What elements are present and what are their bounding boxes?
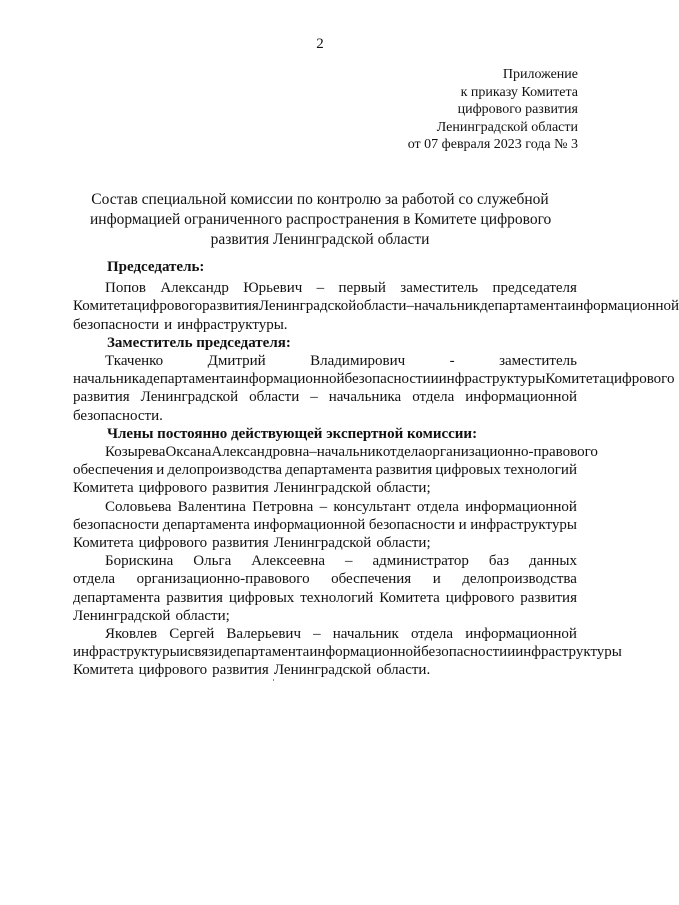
paragraph-line: Комитета цифрового развития Ленинградской области;	[73, 480, 431, 497]
paragraph-line: безопасности.	[73, 407, 163, 424]
member-paragraph	[73, 552, 577, 625]
paragraph-line: Комитета цифрового развития Ленинградской области – начальник департамента информационной	[73, 298, 679, 315]
paragraph-line: Попов Александр Юрьевич – первый заместитель председателя	[105, 280, 577, 297]
paragraph-line: отдела организационно-правового обеспечения и делопроизводства	[73, 571, 577, 588]
title-line: развития Ленинградской области	[210, 231, 430, 248]
paragraph-line: Ленинградской области;	[73, 607, 230, 624]
paragraph-line: развития Ленинградской области – начальника отдела информационной	[73, 389, 577, 406]
paragraph-line: Яковлев Сергей Валерьевич – начальник отдела информационной	[105, 626, 577, 643]
paragraph-line: департамента развития цифровых технологий Комитета цифрового развития	[73, 589, 577, 606]
member-paragraph	[73, 625, 622, 680]
commission-body	[73, 258, 679, 680]
paragraph-line: начальника департамента информационной безопасности и инфраструктуры Комитета цифрового	[73, 371, 675, 388]
page-number: 2	[316, 36, 324, 52]
appendix-line: цифрового развития	[457, 102, 578, 117]
paragraph-line: инфраструктуры и связи департамента информационной безопасности и инфраструктуры	[73, 644, 622, 661]
scan-speck	[273, 679, 274, 681]
member-paragraph	[73, 498, 577, 553]
title-line: информацией ограниченного распространения в Комитете цифрового	[90, 211, 552, 228]
document-title	[90, 190, 550, 250]
title-line: Состав специальной комиссии по контролю за работой со служебной	[91, 191, 549, 208]
appendix-line: Ленинградской области	[436, 119, 578, 135]
appendix-block	[408, 66, 578, 154]
paragraph-line: Козырева Оксана Александровна – начальник отдела организационно-правового	[105, 444, 598, 461]
paragraph-line: Ткаченко Дмитрий Владимирович - заместитель	[105, 353, 577, 370]
paragraph-line: Комитета цифрового развития Ленинградской области;	[73, 535, 431, 552]
paragraph-line: безопасности департамента информационной безопасности и инфраструктуры	[73, 516, 577, 533]
paragraph-line: Соловьева Валентина Петровна – консультант отдела информационной	[105, 498, 577, 515]
member-paragraph	[73, 443, 598, 498]
appendix-line: от 07 февраля 2023 года № 3	[407, 137, 578, 152]
appendix-line: к приказу Комитета	[460, 84, 578, 100]
chairman-paragraph	[73, 279, 679, 334]
deputy-paragraph	[73, 352, 675, 425]
paragraph-line: обеспечения и делопроизводства департамента развития цифровых технологий	[73, 462, 577, 479]
paragraph-line: Борискина Ольга Алексеевна – администратор баз данных	[105, 553, 577, 570]
paragraph-line: безопасности и инфраструктуры.	[73, 316, 288, 333]
chairman-heading: Председатель:	[107, 259, 205, 275]
appendix-line: Приложение	[502, 67, 578, 82]
deputy-heading: Заместитель председателя:	[107, 334, 291, 351]
members-heading: Члены постоянно действующей экспертной комиссии:	[107, 425, 478, 442]
paragraph-line: Комитета цифрового развития Ленинградской области.	[73, 662, 431, 679]
